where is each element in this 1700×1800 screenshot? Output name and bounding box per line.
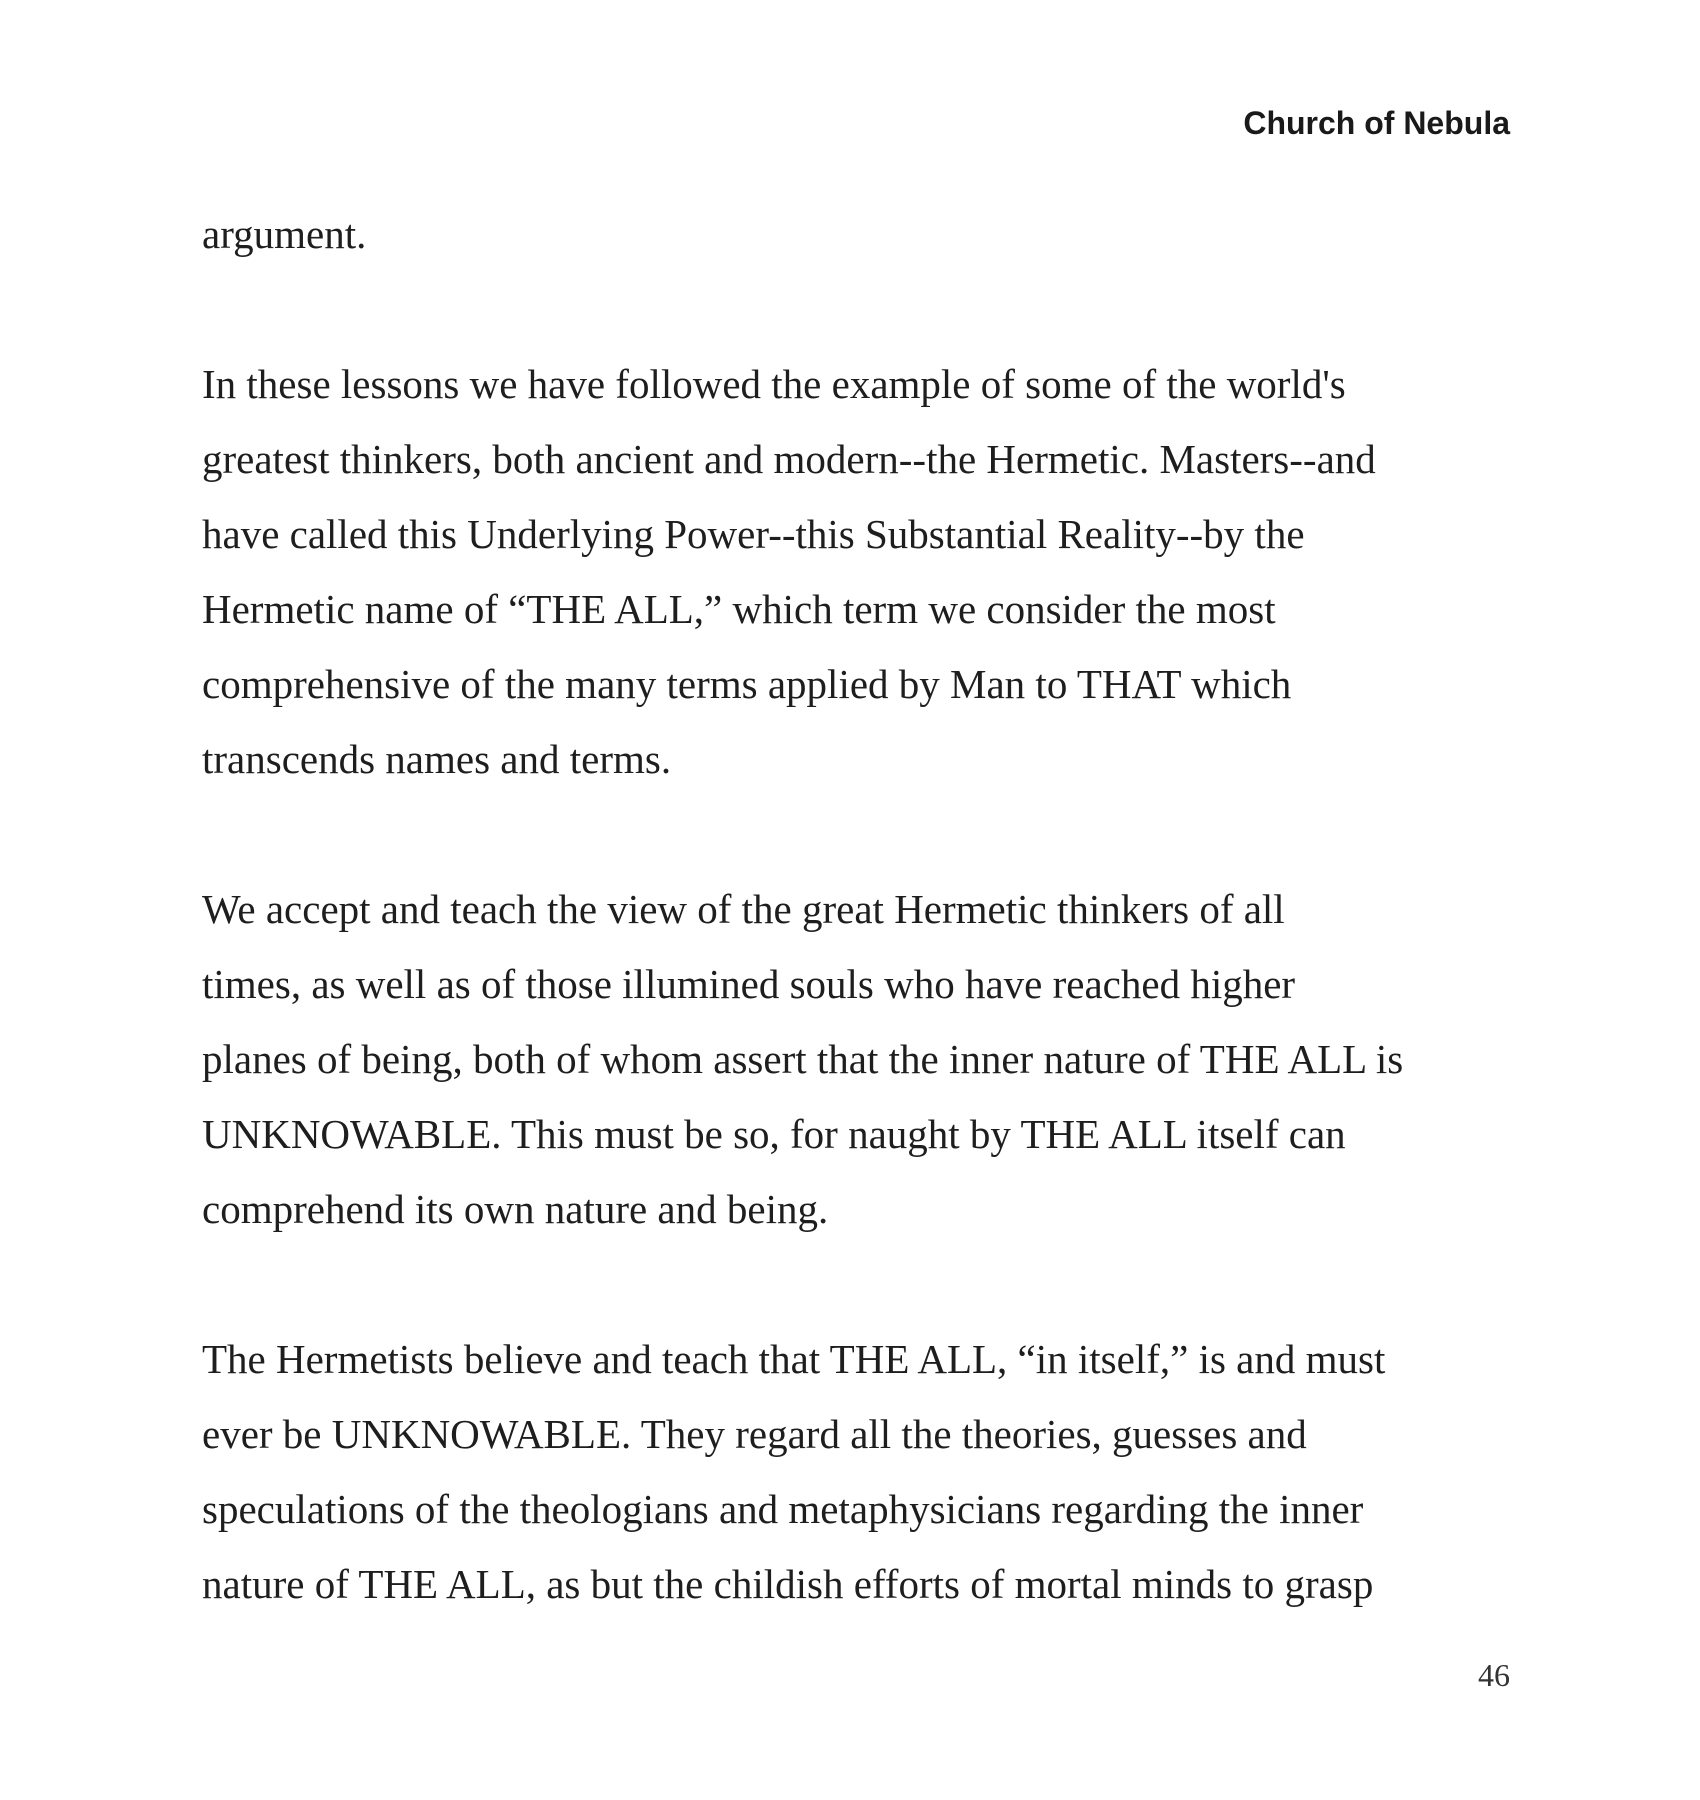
paragraph-3 bbox=[202, 872, 1502, 1247]
text-line: greatest thinkers, both ancient and modern--the Hermetic. Masters--and bbox=[202, 436, 1376, 482]
text-line: times, as well as of those illumined souls who have reached higher bbox=[202, 961, 1296, 1007]
text-line: speculations of the theologians and metaphysicians regarding the inner bbox=[202, 1486, 1364, 1532]
paragraph-1 bbox=[202, 197, 1502, 272]
text-line: Hermetic name of “THE ALL,” which term we consider the most bbox=[202, 586, 1276, 632]
paragraph-2 bbox=[202, 347, 1502, 797]
text-line: comprehensive of the many terms applied by Man to THAT which bbox=[202, 661, 1292, 707]
page-number: 46 bbox=[1478, 1657, 1510, 1693]
paragraph-4 bbox=[202, 1322, 1502, 1622]
paragraph-spacer bbox=[202, 797, 1502, 872]
text-line: nature of THE ALL, as but the childish efforts of mortal minds to grasp bbox=[202, 1561, 1374, 1607]
paragraph-spacer bbox=[202, 1247, 1502, 1322]
text-line: We accept and teach the view of the great Hermetic thinkers of all bbox=[202, 886, 1285, 932]
text-line: UNKNOWABLE. This must be so, for naught by THE ALL itself can bbox=[202, 1111, 1346, 1157]
text-line: ever be UNKNOWABLE. They regard all the theories, guesses and bbox=[202, 1411, 1307, 1457]
running-header-title: Church of Nebula bbox=[1243, 105, 1510, 141]
text-line: transcends names and terms. bbox=[202, 736, 672, 782]
text-line: argument. bbox=[202, 211, 367, 257]
text-line: comprehend its own nature and being. bbox=[202, 1186, 829, 1232]
text-line: In these lessons we have followed the example of some of the world's bbox=[202, 361, 1346, 407]
body-text bbox=[202, 197, 1502, 1622]
text-line: have called this Underlying Power--this Substantial Reality--by the bbox=[202, 511, 1305, 557]
paragraph-spacer bbox=[202, 272, 1502, 347]
text-line: The Hermetists believe and teach that THE ALL, “in itself,” is and must bbox=[202, 1336, 1386, 1382]
text-line: planes of being, both of whom assert that the inner nature of THE ALL is bbox=[202, 1036, 1404, 1082]
